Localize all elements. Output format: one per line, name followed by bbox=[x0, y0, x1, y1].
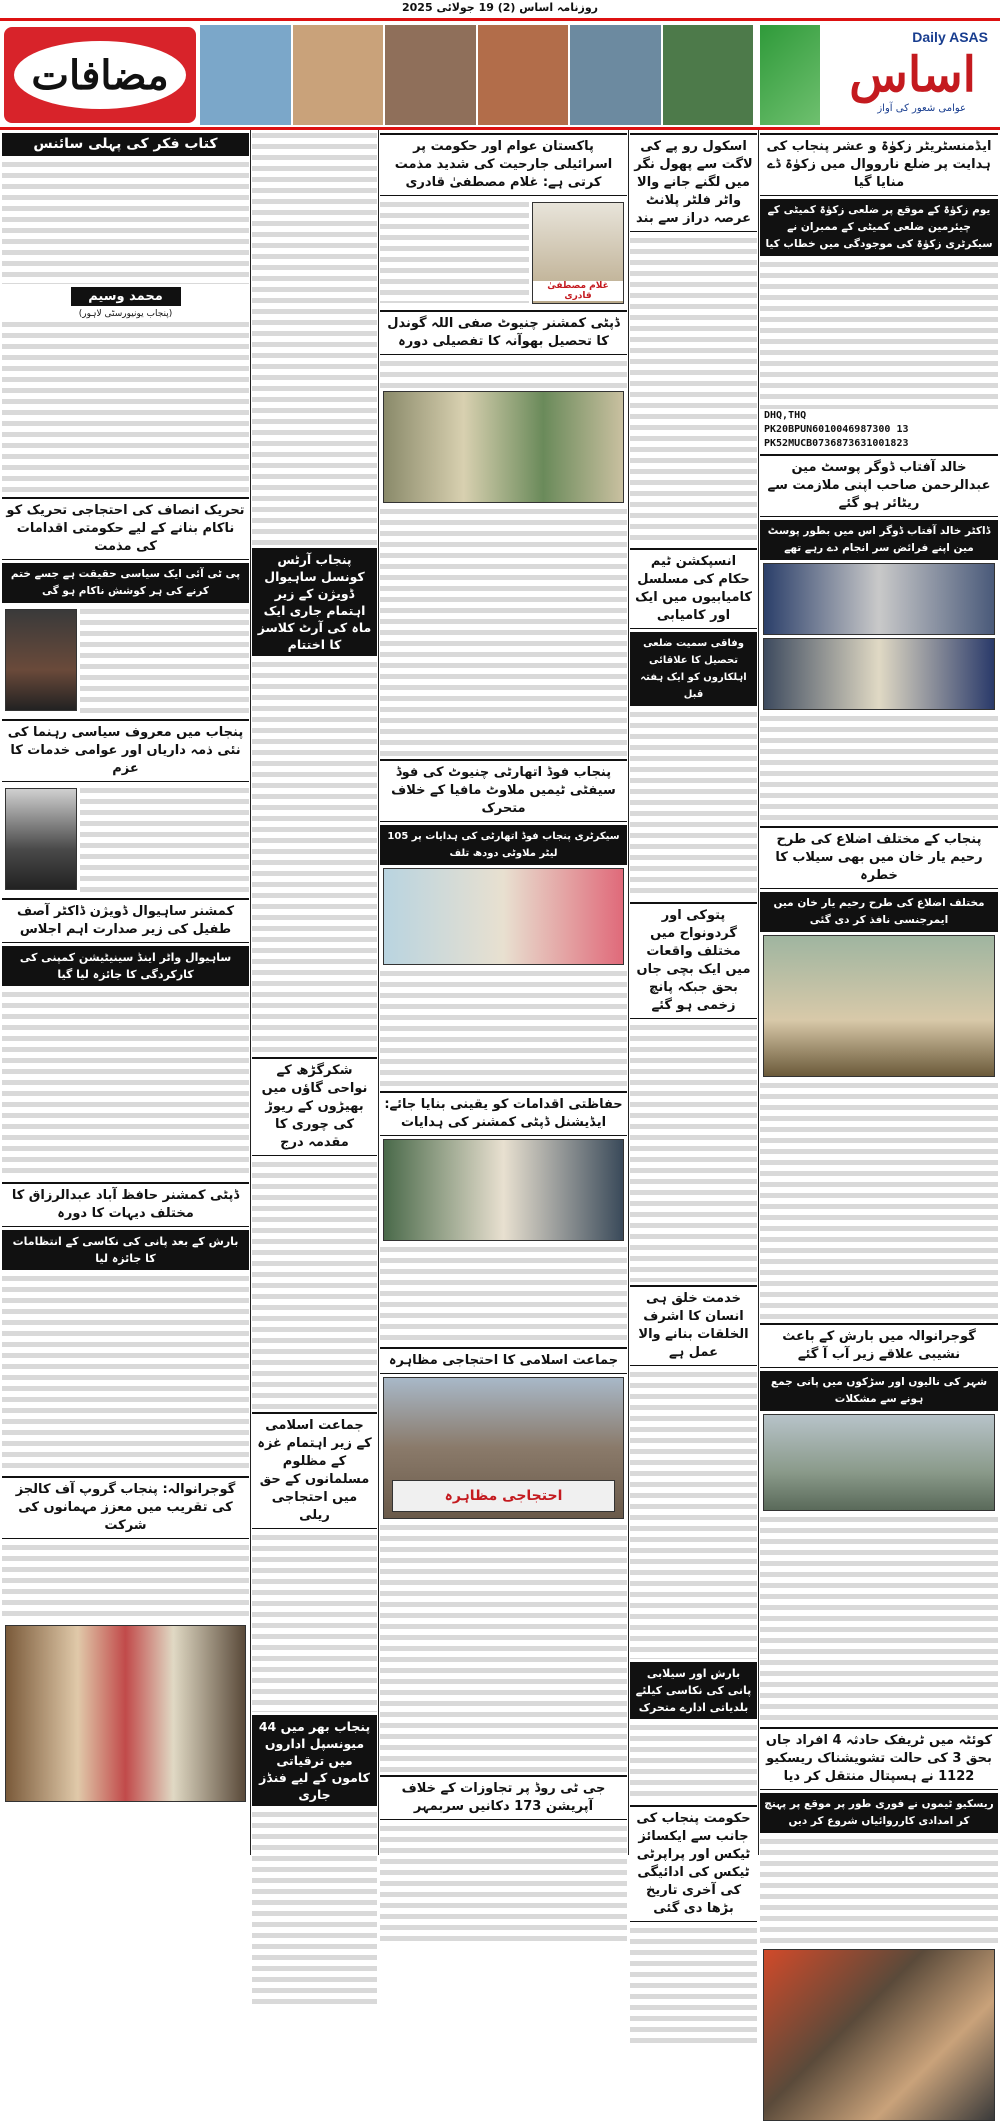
article-body bbox=[760, 1514, 998, 1724]
news-photo bbox=[763, 563, 995, 635]
article-body bbox=[252, 1532, 377, 1712]
article-body bbox=[252, 130, 377, 545]
news-photo bbox=[763, 1414, 995, 1511]
article-body bbox=[630, 235, 757, 545]
article-body bbox=[2, 1273, 249, 1473]
photo-caption: غلام مصطفیٰ قادری bbox=[533, 281, 623, 301]
masthead-photo bbox=[293, 25, 384, 125]
article-body bbox=[630, 1022, 757, 1282]
news-photo bbox=[763, 638, 995, 710]
portrait-photo bbox=[532, 202, 624, 304]
paper-tagline: عوامی شعور کی آواز bbox=[877, 103, 966, 114]
article-body bbox=[2, 159, 249, 284]
article-body bbox=[80, 785, 249, 895]
headline: گوجرانوالہ: پنجاب گروپ آف کالجز کی تقریب میں معزز مہمانوں کی شرکت bbox=[2, 1476, 249, 1539]
headline: پنجاب میں معروف سیاسی رہنما کی نئی ذمہ داریاں اور عوامی خدمات کا عزم bbox=[2, 719, 249, 782]
column-1 bbox=[760, 130, 998, 1855]
subheadline: وفاقی سمیت ضلعی تحصیل کا علاقائی اہلکاروں کو ایک ہفتہ قبل bbox=[630, 632, 757, 706]
news-photo bbox=[383, 868, 624, 965]
headline: شکرگڑھ کے نواحی گاؤں میں بھیڑوں کے ریوڑ کی چوری کا مقدمہ درج bbox=[252, 1057, 377, 1156]
headline: خدمت خلق ہی انسان کا اشرف الخلقات بنانے والا عمل ہے bbox=[630, 1285, 757, 1366]
headline: کمشنر ساہیوال ڈویژن ڈاکٹر آصف طفیل کی زیر صدارت اہم اجلاس bbox=[2, 898, 249, 943]
article-body bbox=[80, 606, 249, 716]
article-body bbox=[252, 659, 377, 1054]
headline: ڈپٹی کمشنر چنیوٹ صفی اللہ گوندل کا تحصیل بھوآنہ کا تفصیلی دورہ bbox=[380, 310, 627, 355]
account-number: DHQ,THQ bbox=[764, 410, 807, 421]
section-title: مضافات bbox=[14, 41, 186, 109]
headline: گوجرانوالہ میں بارش کے باعث نشیبی علاقے زیر آب آ گئے bbox=[760, 1323, 998, 1368]
subheadline: پی ٹی آئی ایک سیاسی حقیقت ہے جسے ختم کرنے کی ہر کوشش ناکام ہو گی bbox=[2, 563, 249, 603]
article-body bbox=[252, 1809, 377, 2009]
subheadline: ریسکیو ٹیموں نے فوری طور پر موقع پر پہنچ کر امدادی کارروائیاں شروع کر دیں bbox=[760, 1793, 998, 1833]
headline: اسکول رو پے کی لاگت سے پھول نگر میں لگنے جانے والا واٹر فلٹر پلانٹ عرصہ دراز سے بند bbox=[630, 133, 757, 232]
group-photo bbox=[5, 1625, 246, 1802]
author-affiliation: (پنجاب یونیورسٹی لاہور) bbox=[78, 309, 173, 319]
news-photo bbox=[383, 391, 624, 503]
article-body bbox=[380, 199, 529, 303]
article-body bbox=[380, 1244, 627, 1344]
article-body bbox=[380, 968, 627, 1088]
subheadline: بارش کے بعد پانی کی نکاسی کے انتظامات کا جائزہ لیا bbox=[2, 1230, 249, 1270]
headline: ایڈمنسٹریٹر زکوٰۃ و عشر پنجاب کی ہدایت پر ضلع نارووال میں زکوٰۃ ڈے منایا گیا bbox=[760, 133, 998, 196]
headline: جی ٹی روڈ پر تجاوزات کے خلاف آپریشن 173 دکانیں سربمہر bbox=[380, 1775, 627, 1820]
headline: پنجاب کے مختلف اضلاع کی طرح رحیم یار خان میں بھی سیلاب کا خطرہ bbox=[760, 826, 998, 889]
headline: پنجاب آرٹس کونسل ساہیوال ڈویژن کے زیر اہتمام جاری ایک ماہ کی آرٹ کلاسز کا اختتام bbox=[252, 548, 377, 656]
news-photo bbox=[383, 1139, 624, 1241]
masthead-photo bbox=[478, 25, 569, 125]
article-body bbox=[760, 713, 998, 823]
headline: بارش اور سیلابی پانی کی نکاسی کیلئے بلدیاتی ادارے متحرک bbox=[630, 1662, 757, 1719]
headline: ڈپٹی کمشنر حافظ آباد عبدالرزاق کا مختلف دیہات کا دورہ bbox=[2, 1182, 249, 1227]
headline: حکومت پنجاب کی جانب سے ایکسائز ٹیکس اور پراپرٹی ٹیکس کی ادائیگی کی آخری تاریخ بڑھا دی گئی bbox=[630, 1805, 757, 1922]
headline: پتوکی اور گردونواح میں مختلف واقعات میں ایک بچی جاں بحق جبکہ پانچ زخمی ہو گئے bbox=[630, 902, 757, 1019]
article-body bbox=[380, 1823, 627, 1943]
article-body bbox=[380, 1522, 627, 1772]
masthead bbox=[0, 18, 1000, 130]
masthead-photo-strip bbox=[200, 25, 755, 125]
headline: خالد آفتاب ڈوگر پوسٹ مین عبدالرحمن صاحب اپنی ملازمت سے ریٹائر ہو گئے bbox=[760, 454, 998, 517]
masthead-photo bbox=[200, 25, 291, 125]
paper-name-en: Daily ASAS bbox=[912, 29, 988, 45]
portrait-photo bbox=[5, 788, 77, 890]
paper-logo bbox=[760, 25, 996, 125]
masthead-photo bbox=[385, 25, 476, 125]
article-body bbox=[760, 259, 998, 409]
headline: تحریک انصاف کی احتجاجی تحریک کو ناکام بنانے کے لیے حکومتی اقدامات کی مذمت bbox=[2, 497, 249, 560]
headline: جماعت اسلامی کے زیر اہتمام غزہ کے مظلوم مسلمانوں کے حق میں احتجاجی ریلی bbox=[252, 1412, 377, 1529]
article-body bbox=[630, 1722, 757, 1802]
subheadline: ساہیوال واٹر اینڈ سینیٹیشن کمپنی کی کارکردگی کا جائزہ لیا گیا bbox=[2, 946, 249, 986]
column-5 bbox=[2, 130, 249, 1855]
account-number: PK52MUCB0736873631001823 bbox=[764, 438, 909, 449]
subheadline: ڈاکٹر خالد آفتاب ڈوگر اس میں بطور پوسٹ مین اپنے فرائض سر انجام دے رہے تھے bbox=[760, 520, 998, 560]
article-body bbox=[630, 1369, 757, 1659]
column-2 bbox=[630, 130, 757, 1916]
headline: پاکستان عوام اور حکومت پر اسرائیلی جارحیت کی شدید مذمت کرتی ہے: غلام مصطفیٰ قادری bbox=[380, 133, 627, 196]
logo-stripe bbox=[760, 25, 820, 125]
article-body bbox=[760, 1080, 998, 1320]
headline: پنجاب فوڈ اتھارٹی چنیوٹ کی فوڈ سیفٹی ٹیمیں ملاوٹ مافیا کے خلاف متحرک bbox=[380, 759, 627, 822]
headline: کتاب فکر کی پہلی سائنس bbox=[2, 133, 249, 156]
article-body bbox=[630, 1925, 757, 2045]
article-body bbox=[380, 358, 627, 388]
subheadline: یوم زکوٰۃ کے موقع پر ضلعی زکوٰۃ کمیٹی کے چیئرمین ضلعی کمیٹی کے ممبران نے سیکرٹری زکوٰۃ کی موجودگی میں خطاب کیا bbox=[760, 199, 998, 256]
subheadline: شہر کی نالیوں اور سڑکوں میں پانی جمع ہونے سے مشکلات bbox=[760, 1371, 998, 1411]
headline: حفاظتی اقدامات کو یقینی بنایا جائے: ایڈیشنل ڈپٹی کمشنر کی ہدایات bbox=[380, 1091, 627, 1136]
author-name: محمد وسیم bbox=[71, 287, 181, 306]
subheadline: سیکرٹری پنجاب فوڈ اتھارٹی کی ہدایات پر 105 لیٹر ملاوٹی دودھ تلف bbox=[380, 825, 627, 865]
column-4 bbox=[252, 130, 377, 1855]
headline: پنجاب بھر میں 44 میونسپل اداروں میں ترقیاتی کاموں کے لیے فنڈز جاری bbox=[252, 1715, 377, 1806]
paper-name-ur: اساس bbox=[849, 47, 976, 103]
dateline: روزنامہ اساس (2) 19 جولائی 2025 bbox=[402, 1, 598, 14]
headline: انسپکشن ٹیم حکام کی مسلسل کامیابیوں میں ایک اور کامیابی bbox=[630, 548, 757, 629]
account-number: PK20BPUN6010046987300 13 bbox=[764, 424, 909, 435]
article-body bbox=[380, 506, 627, 756]
portrait-photo bbox=[5, 609, 77, 711]
masthead-photo bbox=[570, 25, 661, 125]
headline: کوئٹہ میں ٹریفک حادثہ 4 افراد جاں بحق 3 کی حالت تشویشناک ریسکیو 1122 نے ہسپتال منتقل کر دیا bbox=[760, 1727, 998, 1790]
headline: جماعت اسلامی کا احتجاجی مظاہرہ bbox=[380, 1347, 627, 1374]
article-body bbox=[630, 709, 757, 899]
column-3 bbox=[380, 130, 627, 1855]
protest-banner: احتجاجی مظاہرہ bbox=[392, 1480, 615, 1512]
article-body bbox=[760, 1836, 998, 1946]
article-body bbox=[252, 1159, 377, 1409]
news-photo bbox=[763, 935, 995, 1077]
subheadline: مختلف اضلاع کی طرح رحیم یار خان میں ایمرجنسی نافذ کر دی گئی bbox=[760, 892, 998, 932]
article-body bbox=[2, 989, 249, 1179]
news-photo bbox=[763, 1949, 995, 2121]
section-badge bbox=[4, 27, 196, 123]
article-body bbox=[2, 1542, 249, 1622]
article-body bbox=[2, 319, 249, 494]
news-photo bbox=[383, 1377, 624, 1519]
masthead-photo bbox=[663, 25, 754, 125]
